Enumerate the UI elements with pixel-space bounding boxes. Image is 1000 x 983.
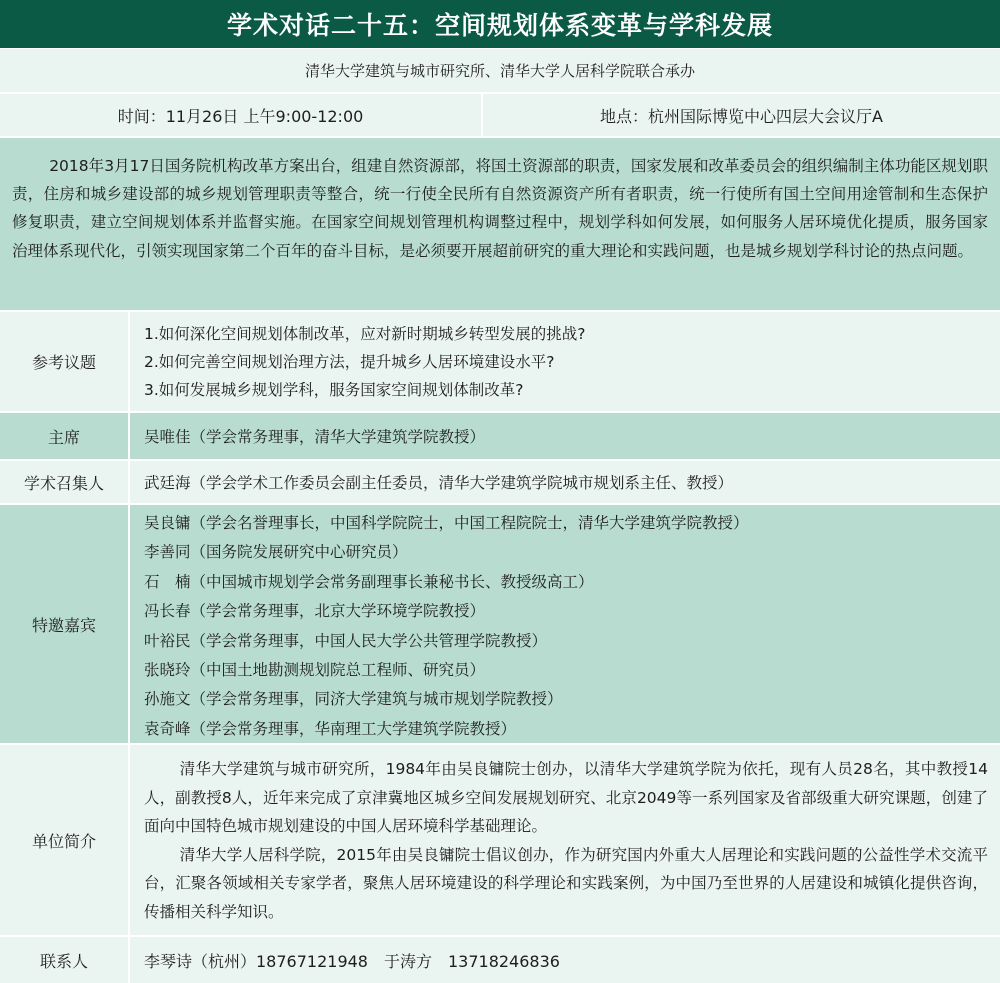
- chair-label: 主席: [0, 413, 128, 459]
- guest-item: 石 楠（中国城市规划学会常务副理事长兼秘书长、教授级高工）: [144, 572, 594, 591]
- guests-content: [130, 505, 1000, 743]
- topic-item: 3.如何发展城乡规划学科，服务国家空间规划体制改革?: [144, 381, 524, 399]
- contact-label: 联系人: [0, 937, 128, 983]
- convener-label: 学术召集人: [0, 461, 128, 503]
- guest-item: 吴良镛（学会名誉理事长，中国科学院院士，中国工程院院士，清华大学建筑学院教授）: [144, 514, 749, 532]
- contact-row: [0, 937, 1000, 983]
- units-row: [0, 745, 1000, 935]
- topics-row: [0, 312, 1000, 411]
- guests-row: [0, 505, 1000, 743]
- organizer-line: 清华大学建筑与城市研究所、清华大学人居科学院联合承办: [0, 49, 1000, 92]
- unit-paragraph: 清华大学人居科学院，2015年由吴良镛院士倡议创办，作为研究国内外重大人居理论和实践问题的公益性学术交流平台，汇聚各领域相关专家学者，聚焦人居环境建设的科学理论和实践案例，为中国乃至世界的人居建设和城镇化提供咨询，传播相关科学知识。: [144, 845, 988, 921]
- convener-value: 武廷海（学会学术工作委员会副主任委员，清华大学建筑学院城市规划系主任、教授）: [130, 461, 1000, 503]
- contact-value: 李琴诗（杭州）18767121948 于涛方 13718246836: [130, 937, 1000, 983]
- guest-item: 叶裕民（学会常务理事，中国人民大学公共管理学院教授）: [144, 631, 548, 650]
- convener-row: [0, 461, 1000, 503]
- unit-paragraph: 清华大学建筑与城市研究所，1984年由吴良镛院士创办，以清华大学建筑学院为依托，现有人员28名，其中教授14人，副教授8人，近年来完成了京津冀地区城乡空间发展规划研究、北京2049等一系列国家及省部级重大研究课题，创建了面向中国特色城市规划建设的中国人居环境科学基础理论。: [144, 760, 988, 835]
- topic-item: 2.如何完善空间规划治理方法，提升城乡人居环境建设水平?: [144, 353, 555, 371]
- time-info: 时间：11月26日 上午9:00-12:00: [0, 94, 481, 136]
- guest-item: 张晓玲（中国土地勘测规划院总工程师、研究员）: [144, 661, 486, 680]
- topics-label: 参考议题: [0, 312, 128, 411]
- guest-item: 袁奇峰（学会常务理事，华南理工大学建筑学院教授）: [144, 719, 517, 738]
- guests-label: 特邀嘉宾: [0, 505, 128, 743]
- units-content: [130, 745, 1000, 935]
- guest-item: 孙施文（学会常务理事，同济大学建筑与城市规划学院教授）: [144, 690, 563, 709]
- guest-item: 李善同（国务院发展研究中心研究员）: [144, 543, 408, 562]
- page-title: 学术对话二十五：空间规划体系变革与学科发展: [0, 0, 1000, 48]
- chair-row: [0, 413, 1000, 459]
- place-info: 地点：杭州国际博览中心四层大会议厅A: [483, 94, 1000, 136]
- guest-item: 冯长春（学会常务理事，北京大学环境学院教授）: [144, 602, 486, 621]
- topics-content: [130, 312, 1000, 411]
- units-label: 单位简介: [0, 745, 128, 935]
- intro-text: 2018年3月17日国务院机构改革方案出台，组建自然资源部，将国土资源部的职责，国家发展和改革委员会的组织编制主体功能区规划职责，住房和城乡建设部的城乡规划管理职责等整合，统一行使全民所有自然资源资产所有者职责，统一行使所有国土空间用途管制和生态保护修复职责，建立空间规划体系并监督实施。在国家空间规划管理机构调整过程中，规划学科如何发展，如何服务人居环境优化提质，服务国家治理体系现代化，引领实现国家第二个百年的奋斗目标，是必须要开展超前研究的重大理论和实践问题，也是城乡规划学科讨论的热点问题。: [12, 157, 988, 260]
- intro-section: [0, 138, 1000, 310]
- chair-value: 吴唯佳（学会常务理事，清华大学建筑学院教授）: [130, 413, 1000, 459]
- topic-item: 1.如何深化空间规划体制改革，应对新时期城乡转型发展的挑战?: [144, 325, 586, 343]
